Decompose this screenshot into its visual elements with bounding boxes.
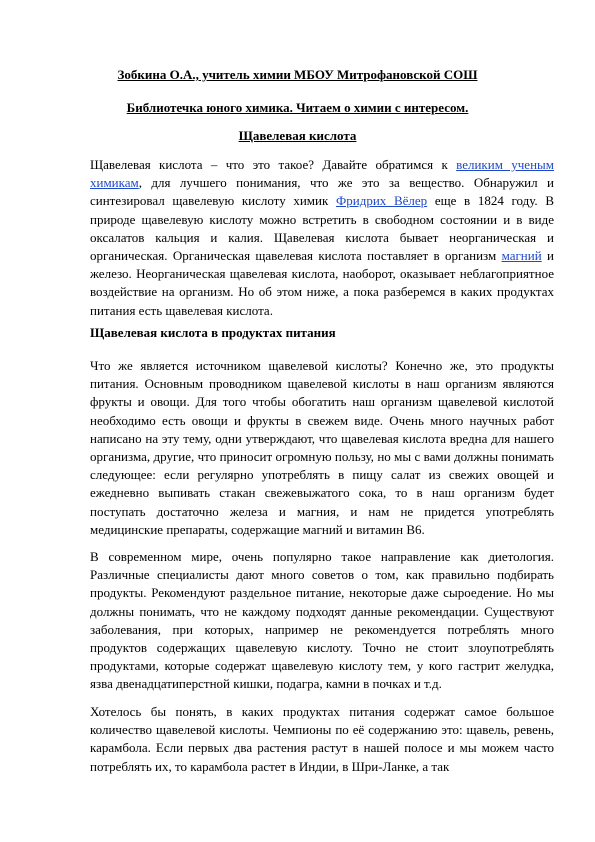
intro-text-4: и железо. Неорганическая щавелевая кислота, наоборот, оказывает неблагоприятное воздействие на организм. Но об этом ниже, а пока разберемся в каких продуктах питания есть щавелевая кислота.	[90, 248, 554, 318]
intro-text-1: Щавелевая кислота – что это такое? Давайте обратимся к	[90, 157, 457, 172]
page-title: Щавелевая кислота	[238, 128, 357, 143]
paragraph-3: Хотелось бы понять, в каких продуктах питания содержат самое большое количество щавелевой кислоты. Чемпионы по её содержанию это: щавель, ревень, карамбола. Если первых два растения растут в нашей полосе и мы можем часто потреблять их, то карамбола растет в Индии, в Шри-Ланке, а так	[90, 704, 554, 774]
paragraph-2: В современном мире, очень популярно такое направление как диетология. Различные специалисты дают много советов о том, как правильно подбирать продукты. Рекомендуют раздельное питание, некоторые даже сыроедение. Но мы должны понимать, что не каждому подходят данные рекомендации. Существуют заболевания, при которых, например не рекомендуется потреблять много продуктов содержащих щавелевую кислоту. Точно не стоит злоупотреблять продуктами, которые содержат щавелевую кислоту тем, у кого гастрит желудка, язва двенадцатиперстной кишки, подагра, камни в почках и т.д.	[90, 549, 554, 692]
section-heading: Щавелевая кислота в продуктах питания	[90, 325, 336, 340]
link-magnesium[interactable]: магний	[501, 248, 542, 264]
link-friedrich-wohler[interactable]: Фридрих Вёлер	[335, 193, 428, 209]
link-great-chemists[interactable]: великим ученым химикам	[90, 157, 554, 191]
intro-text-3: еще в 1824 году. В природе щавелевую кислоту можно встретить в свободном состоянии и в виде оксалатов кальция и калия. Щавелевая кислота бывает неорганическая и органическая. Органическая щавелевая кислота поставляет в организм	[90, 193, 555, 264]
series-line: Библиотечка юного химика. Читаем о химии с интересом.	[126, 100, 469, 115]
paragraph-1: Что же является источником щавелевой кислоты? Конечно же, это продукты питания. Основным проводником щавелевой кислоты в наш организм являются фрукты и овощи. Для того чтобы обогатить наш организм щавелевой кислотой необходимо есть овощи и фрукты в свежем виде. Очень много научных работ написано на эту тему, одни утверждают, что щавелевая кислота вредна для нашего организма, другие, что приносит огромную пользу, но мы с вами должны понимать следующее: если регулярно употреблять в пищу салат из свежих овощей и ежедневно выпивать стакан свежевыжатого сока, то в наш организм будет поступать достаточно железа и магния, и нам не придется употреблять медицинские препараты, содержащие магний и витамин В6.	[90, 358, 554, 537]
intro-text-2: , для лучшего понимания, что же это за вещество. Обнаружил и синтезировал щавелевую кислоту химик	[90, 175, 554, 209]
author-line: Зобкина О.А., учитель химии МБОУ Митрофановской СОШ	[117, 67, 478, 82]
intro-paragraph	[90, 156, 554, 320]
